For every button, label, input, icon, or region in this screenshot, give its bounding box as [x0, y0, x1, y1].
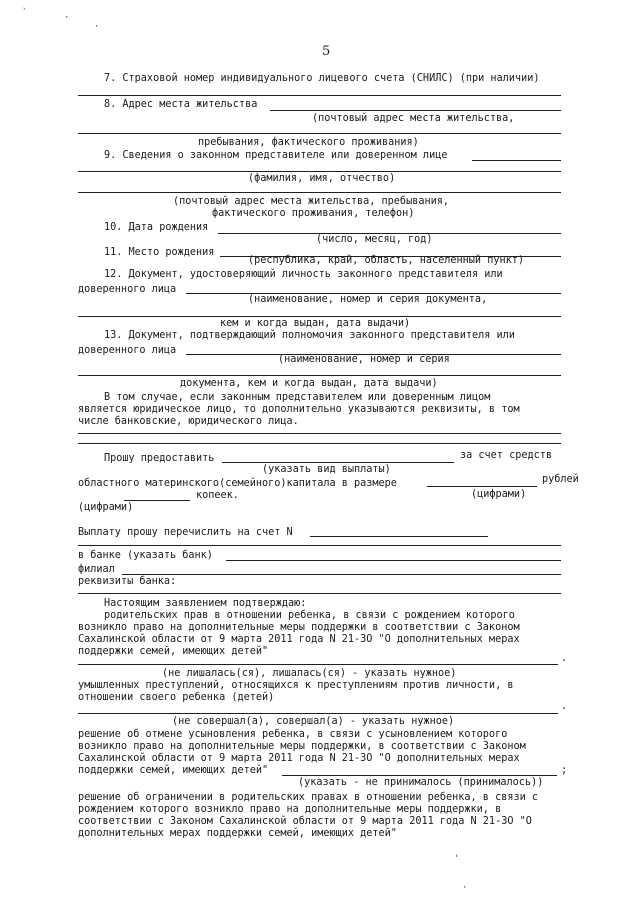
legal-entity-note-3: числе банковские, юридического лица.	[78, 416, 299, 427]
payment-type-field[interactable]	[222, 462, 454, 463]
account-number-field[interactable]	[310, 536, 488, 537]
bank-label: в банке (указать банк)	[78, 550, 213, 561]
confirm-3-field[interactable]	[282, 775, 557, 776]
item-9-hint-2: (почтовый адрес места жительства, пребывания,	[173, 196, 450, 207]
scan-speck-mark: ·	[462, 883, 468, 893]
branch-label: филиал	[78, 564, 115, 575]
confirm-4-line-3: соответствии с Законом Сахалинской области от 9 марта 2011 года N 21-ЗО "О	[78, 816, 532, 827]
item-10-label: 10. Дата рождения	[104, 222, 209, 233]
confirm-intro: Настоящим заявлением подтверждаю:	[104, 598, 307, 609]
rubles-field[interactable]	[427, 486, 537, 487]
bank-field[interactable]	[226, 560, 561, 561]
confirm-3-line-1: решение об отмене усыновления ребенка, в связи с усыновлением которого	[78, 729, 508, 740]
scan-speck-mark: '	[454, 854, 460, 864]
item-9-hint-3: фактического проживания, телефон)	[212, 208, 415, 219]
capital-label: областного материнского(семейного)капитала в размере	[78, 478, 397, 489]
confirm-1-line-3: Сахалинской области от 9 марта 2011 года N 21-ЗО "О дополнительных мерах	[78, 634, 520, 645]
rubles-label: рублей	[542, 474, 579, 485]
item-13-hint-2: документа, кем и когда выдан, дата выдачи)	[180, 378, 438, 389]
item-12-label-a: 12. Документ, удостоверяющий личность законного представителя или	[104, 269, 503, 280]
legal-entity-field-2[interactable]	[78, 443, 561, 444]
confirm-1-line-1: родительских прав в отношении ребенка, в связи с рождением которого	[104, 610, 515, 621]
scan-speck-mark: ·	[94, 22, 100, 32]
request-label: Прошу предоставить	[104, 453, 215, 464]
bank-requisites-label: реквизиты банка:	[78, 576, 177, 587]
payment-type-hint: (указать вид выплаты)	[262, 464, 391, 475]
item-8-hint-1: (почтовый адрес места жительства,	[312, 113, 515, 124]
item-9-hint-1: (фамилия, имя, отчество)	[248, 173, 396, 184]
bank-requisites-field[interactable]	[78, 593, 561, 594]
confirm-4-line-4: дополнительных мерах поддержки семей, имеющих детей"	[78, 828, 397, 839]
item-8-field[interactable]	[270, 110, 561, 111]
confirm-1-hint: (не лишалась(ся), лишалась(ся) - указать нужное)	[162, 668, 457, 679]
confirm-3-hint: (указать - не принималось (принималось))	[298, 777, 544, 788]
item-12-hint-1: (наименование, номер и серия документа,	[248, 294, 488, 305]
item-12-label-b: доверенного лица	[78, 284, 177, 295]
kopecks-field[interactable]	[124, 500, 190, 501]
legal-entity-note-1: В том случае, если законным представителем или доверенным лицом	[104, 392, 491, 403]
item-13-field-2[interactable]	[78, 375, 561, 376]
scan-speck-mark: ·	[64, 13, 70, 23]
item-10-hint: (число, месяц, год)	[316, 234, 433, 245]
item-9-label: 9. Сведения о законном представителе или доверенном лице	[104, 150, 448, 161]
confirm-1-line-2: возникло право на дополнительные меры поддержки в соответствии с Законом	[78, 622, 520, 633]
confirm-2-period: .	[561, 701, 568, 712]
branch-field[interactable]	[122, 574, 561, 575]
page-number: 5	[322, 44, 331, 59]
confirm-2-line-1: умышленных преступлений, относящихся к преступлениям против личности, в	[78, 680, 514, 691]
kopecks-label: копеек.	[196, 490, 239, 501]
confirm-2-field[interactable]	[78, 713, 558, 714]
confirm-3-line-3: Сахалинской области от 9 марта 2011 года N 21-ЗО "О дополнительных мерах	[78, 753, 520, 764]
item-8-label: 8. Адрес места жительства	[104, 99, 258, 110]
legal-entity-note-2: является юридическое лицо, то дополнительно указываются реквизиты, в том	[78, 404, 520, 415]
account-field-2[interactable]	[78, 545, 561, 546]
at-expense-label: за счет средств	[460, 450, 553, 461]
legal-entity-field[interactable]	[78, 433, 561, 434]
item-9-field-3[interactable]	[78, 192, 561, 193]
confirm-4-line-2: рождением которого возникло право на дополнительные меры поддержки, в	[78, 804, 502, 815]
confirm-2-line-2: отношении своего ребенка (детей)	[78, 692, 275, 703]
item-11-label: 11. Место рождения	[104, 247, 215, 258]
item-9-field[interactable]	[472, 160, 561, 161]
confirm-3-semicolon: ;	[561, 765, 568, 776]
item-12-field-2[interactable]	[78, 316, 561, 317]
account-label: Выплату прошу перечислить на счет N	[78, 527, 293, 538]
item-7-label: 7. Страховой номер индивидуального лицевого счета (СНИЛС) (при наличии)	[104, 73, 540, 84]
confirm-2-hint: (не совершал(а), совершал(а) - указать нужное)	[172, 716, 455, 727]
confirm-4-line-1: решение об ограничении в родительских правах в отношении ребенка, в связи с	[78, 792, 539, 803]
item-8-field-2[interactable]	[78, 133, 561, 134]
rubles-digits-hint: (цифрами)	[471, 489, 527, 500]
confirm-3-line-4: поддержки семей, имеющих детей"	[78, 765, 269, 776]
item-12-hint-2: кем и когда выдан, дата выдачи)	[220, 318, 411, 329]
item-11-hint: (республика, край, область, населенный пункт)	[248, 255, 525, 266]
item-13-hint-1: (наименование, номер и серия	[278, 354, 450, 365]
confirm-3-line-2: возникло право на дополнительные меры поддержки, в соответствии с Законом	[78, 741, 526, 752]
confirm-1-period: .	[561, 653, 568, 664]
confirm-1-field[interactable]	[78, 664, 558, 665]
item-9-field-2[interactable]	[78, 171, 561, 172]
item-8-hint-2: пребывания, фактического проживания)	[198, 137, 419, 148]
item-7-field[interactable]	[78, 95, 561, 96]
confirm-1-line-4: поддержки семей, имеющих детей"	[78, 646, 269, 657]
item-13-label-a: 13. Документ, подтверждающий полномочия законного представителя или	[104, 330, 515, 341]
kopecks-digits-hint: (цифрами)	[78, 502, 134, 513]
item-13-label-b: доверенного лица	[78, 345, 177, 356]
scan-speck-mark: `	[22, 8, 28, 18]
